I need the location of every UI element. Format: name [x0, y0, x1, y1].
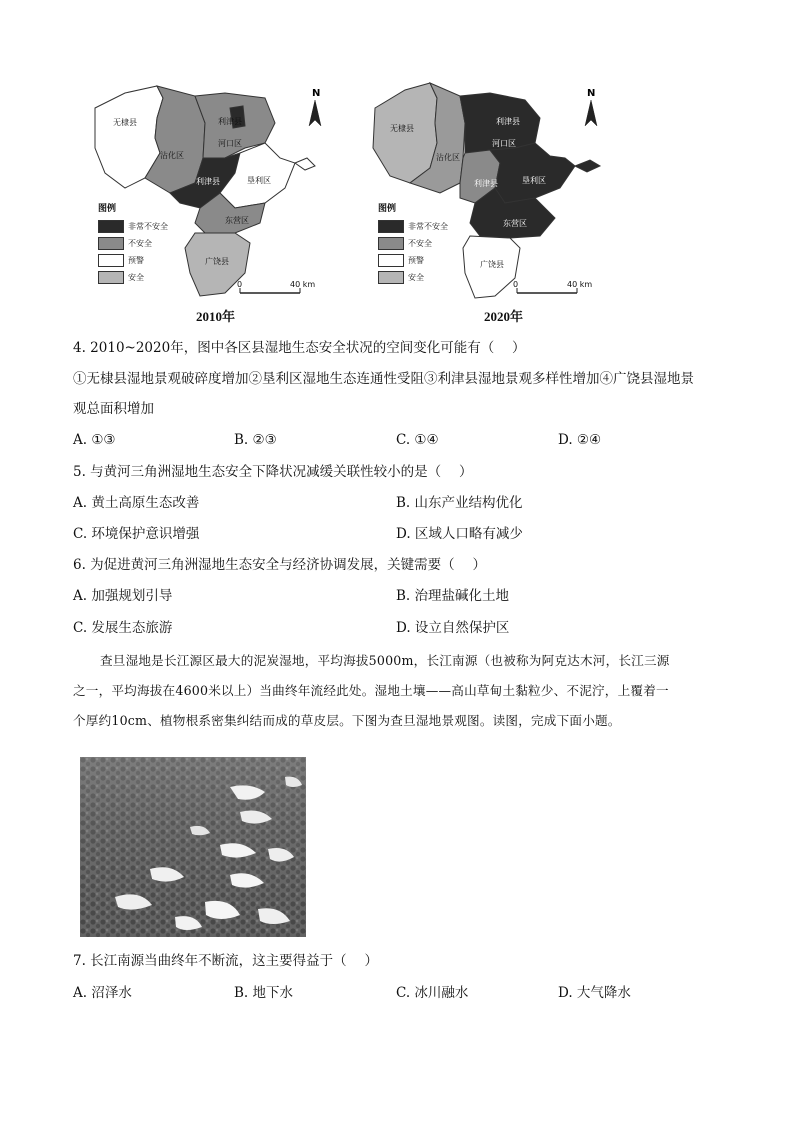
passage-line2: 之一，平均海拔在4600米以上）当曲终年流经此处。湿地土壤——高山草甸土黏粒少、不泥泞，上覆着一	[73, 683, 669, 698]
q4-option-b[interactable]: B. ②③	[234, 432, 277, 448]
q5-option-d[interactable]: D. 区域人口略有减少	[396, 526, 523, 542]
label-guangrao: 广饶县	[205, 257, 229, 266]
map-caption-2010: 2010年	[196, 309, 236, 324]
q6-option-b[interactable]: B. 治理盐碱化土地	[396, 588, 510, 604]
legend-item-safe: 安全	[128, 273, 144, 282]
q6-option-d[interactable]: D. 设立自然保护区	[396, 620, 510, 636]
label-lijin: 利津县	[474, 179, 498, 188]
scale-zero: 0	[237, 280, 243, 289]
q7-option-b[interactable]: B. 地下水	[234, 985, 294, 1001]
q4-option-d[interactable]: D. ②④	[558, 432, 602, 448]
legend-item-unsafe: 不安全	[128, 239, 152, 248]
passage-line1: 查旦湿地是长江源区最大的泥炭湿地，平均海拔5000m，长江南源（也被称为阿克达木河，长江三源	[100, 653, 670, 668]
passage-line3: 个厚约10cm、植物根系密集纠结而成的草皮层。下图为查旦湿地景观图。读图，完成下面小题。	[73, 713, 621, 728]
q7-stem: 7. 长江南源当曲终年不断流，这主要得益于（ ）	[73, 953, 378, 969]
label-dongying: 东营区	[225, 216, 249, 225]
label-wudi: 无棣县	[390, 124, 414, 133]
legend-2010	[98, 201, 168, 286]
legend-title: 图例	[98, 204, 117, 214]
legend-title: 图例	[378, 204, 397, 214]
label-lijin-top: 利津县	[496, 117, 520, 126]
q7-option-c[interactable]: C. 冰川融水	[396, 985, 469, 1001]
label-dongying: 东营区	[503, 219, 527, 228]
q4-stem: 4. 2010~2020年，图中各区县湿地生态安全状况的空间变化可能有（ ）	[73, 340, 526, 356]
label-hekou: 河口区	[492, 139, 516, 148]
label-zhanhua: 沾化区	[160, 151, 184, 160]
q5-option-b[interactable]: B. 山东产业结构优化	[396, 495, 523, 511]
north-label: N	[587, 88, 596, 99]
q4-option-c[interactable]: C. ①④	[396, 432, 439, 448]
north-label: N	[312, 88, 321, 99]
north-arrow-icon	[585, 100, 597, 126]
scale-distance: 40 km	[567, 280, 593, 289]
q6-option-a[interactable]: A. 加强规划引导	[73, 588, 173, 604]
legend-item-warning: 预警	[408, 256, 424, 265]
q5-option-c[interactable]: C. 环境保护意识增强	[73, 526, 200, 542]
q6-stem: 6. 为促进黄河三角洲湿地生态安全与经济协调发展，关键需要（ ）	[73, 557, 486, 573]
label-lijin: 利津县	[196, 177, 220, 186]
label-kenli: 垦利区	[247, 176, 271, 185]
legend-item-warning: 预警	[128, 256, 144, 265]
q5-stem: 5. 与黄河三角洲湿地生态安全下降状况减缓关联性较小的是（ ）	[73, 464, 473, 480]
q7-option-d[interactable]: D. 大气降水	[558, 985, 631, 1001]
label-kenli: 垦利区	[522, 176, 546, 185]
legend-item-very-unsafe: 非常不安全	[128, 222, 168, 231]
label-guangrao: 广饶县	[480, 260, 504, 269]
label-lijin-top: 利津县	[218, 117, 242, 126]
wetland-landscape-photo	[80, 757, 306, 937]
legend-item-safe: 安全	[408, 273, 424, 282]
q4-statements-line1: ①无棣县湿地景观破碎度增加②垦利区湿地生态连通性受阻③利津县湿地景观多样性增加④广饶县湿地景	[73, 371, 694, 387]
q4-statements-line2: 观总面积增加	[73, 401, 154, 417]
legend-item-unsafe: 不安全	[408, 239, 432, 248]
north-arrow-icon	[309, 100, 321, 126]
q7-option-a[interactable]: A. 沼泽水	[73, 985, 132, 1001]
q5-option-a[interactable]: A. 黄土高原生态改善	[73, 495, 200, 511]
legend-2020	[378, 201, 448, 286]
map-caption-2020: 2020年	[484, 309, 524, 324]
scale-distance: 40 km	[290, 280, 316, 289]
q6-option-c[interactable]: C. 发展生态旅游	[73, 620, 173, 636]
label-zhanhua: 沾化区	[436, 153, 460, 162]
scale-zero: 0	[513, 280, 519, 289]
legend-item-very-unsafe: 非常不安全	[408, 222, 448, 231]
q4-option-a[interactable]: A. ①③	[73, 432, 116, 448]
region-kenli	[490, 143, 575, 203]
label-wudi: 无棣县	[113, 118, 137, 127]
label-hekou: 河口区	[218, 139, 242, 148]
